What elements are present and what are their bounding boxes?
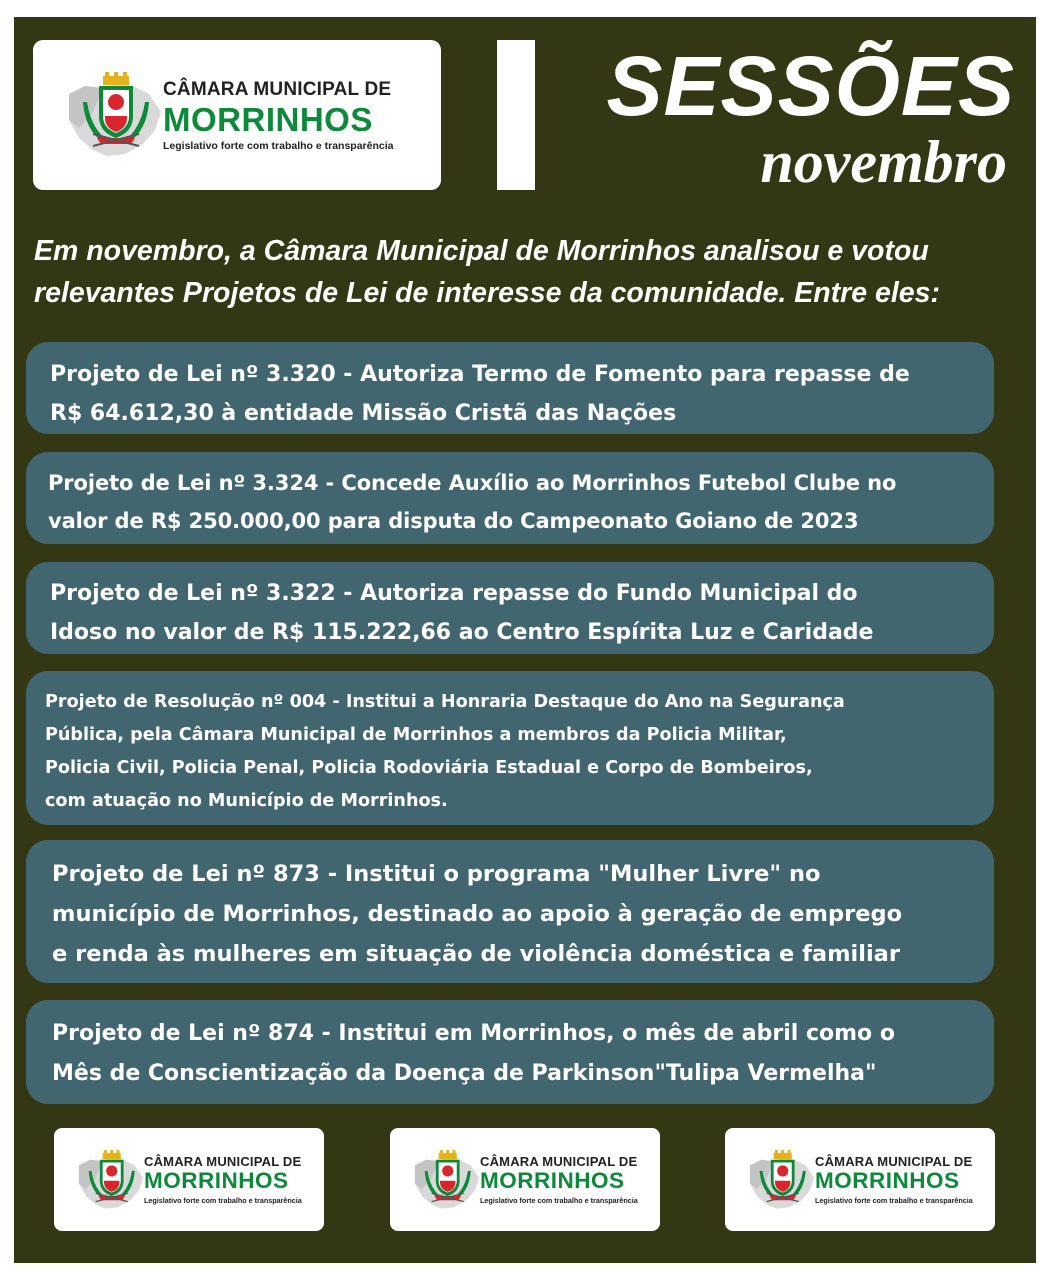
project-card <box>26 342 994 434</box>
project-line: Projeto de Resolução nº 004 - Institui a Honraria Destaque do Ano na Segurança <box>45 692 845 712</box>
project-line: e renda às mulheres em situação de violência doméstica e familiar <box>52 941 900 967</box>
logo-line1: CÂMARA MUNICIPAL DE <box>163 78 392 100</box>
coat-of-arms-icon <box>74 1150 148 1210</box>
header-divider <box>497 40 535 190</box>
coat-of-arms-icon <box>410 1150 484 1210</box>
footer-logo <box>54 1128 324 1231</box>
page-title: SESSÕES <box>606 39 1015 133</box>
logo-line1: CÂMARA MUNICIPAL DE <box>480 1154 638 1170</box>
logo-tagline: Legislativo forte com trabalho e transparência <box>815 1195 973 1205</box>
logo-name: MORRINHOS <box>144 1168 289 1194</box>
project-line: Projeto de Lei nº 3.322 - Autoriza repasse do Fundo Municipal do <box>50 581 858 606</box>
project-line: Projeto de Lei nº 3.320 - Autoriza Termo de Fomento para repasse de <box>50 362 910 387</box>
page-subtitle: novembro <box>760 129 1007 195</box>
intro-text: Em novembro, a Câmara Municipal de Morrinhos analisou e votou relevantes Projetos de Lei de interesse da comunidade. Entre eles: <box>34 235 941 309</box>
footer-logo <box>725 1128 995 1231</box>
project-card <box>26 840 994 983</box>
logo-tagline: Legislativo forte com trabalho e transparência <box>480 1195 638 1205</box>
coat-of-arms-icon <box>745 1150 819 1210</box>
project-line: Pública, pela Câmara Municipal de Morrinhos a membros da Policia Militar, <box>45 725 787 745</box>
project-line: Policia Civil, Policia Penal, Policia Rodoviária Estadual e Corpo de Bombeiros, <box>45 758 813 778</box>
project-card <box>26 452 994 544</box>
logo-name: MORRINHOS <box>815 1168 960 1194</box>
logo-name: MORRINHOS <box>163 100 373 138</box>
project-line: Mês de Conscientização da Doença de Parkinson"Tulipa Vermelha" <box>52 1061 877 1086</box>
logo-tagline: Legislativo forte com trabalho e transparência <box>144 1195 302 1205</box>
footer-logo <box>390 1128 660 1231</box>
project-line: R$ 64.612,30 à entidade Missão Cristã das Nações <box>50 401 677 426</box>
project-line: Projeto de Lei nº 3.324 - Concede Auxílio ao Morrinhos Futebol Clube no <box>48 471 897 495</box>
project-card <box>26 562 994 654</box>
logo-line1: CÂMARA MUNICIPAL DE <box>815 1154 973 1170</box>
header-logo <box>33 40 441 190</box>
logo-line1: CÂMARA MUNICIPAL DE <box>144 1154 302 1170</box>
project-line: Projeto de Lei nº 873 - Institui o programa "Mulher Livre" no <box>52 861 821 887</box>
logo-tagline: Legislativo forte com trabalho e transparência <box>163 139 394 152</box>
project-line: Idoso no valor de R$ 115.222,66 ao Centro Espírita Luz e Caridade <box>50 620 874 645</box>
project-line: valor de R$ 250.000,00 para disputa do Campeonato Goiano de 2023 <box>48 509 859 533</box>
project-line: município de Morrinhos, destinado ao apoio à geração de emprego <box>52 901 903 927</box>
project-line: Projeto de Lei nº 874 - Institui em Morrinhos, o mês de abril como o <box>52 1021 895 1046</box>
project-card <box>26 1000 994 1104</box>
logo-name: MORRINHOS <box>480 1168 625 1194</box>
project-card <box>26 671 994 825</box>
coat-of-arms-icon <box>63 72 167 158</box>
project-line: com atuação no Município de Morrinhos. <box>45 791 448 811</box>
